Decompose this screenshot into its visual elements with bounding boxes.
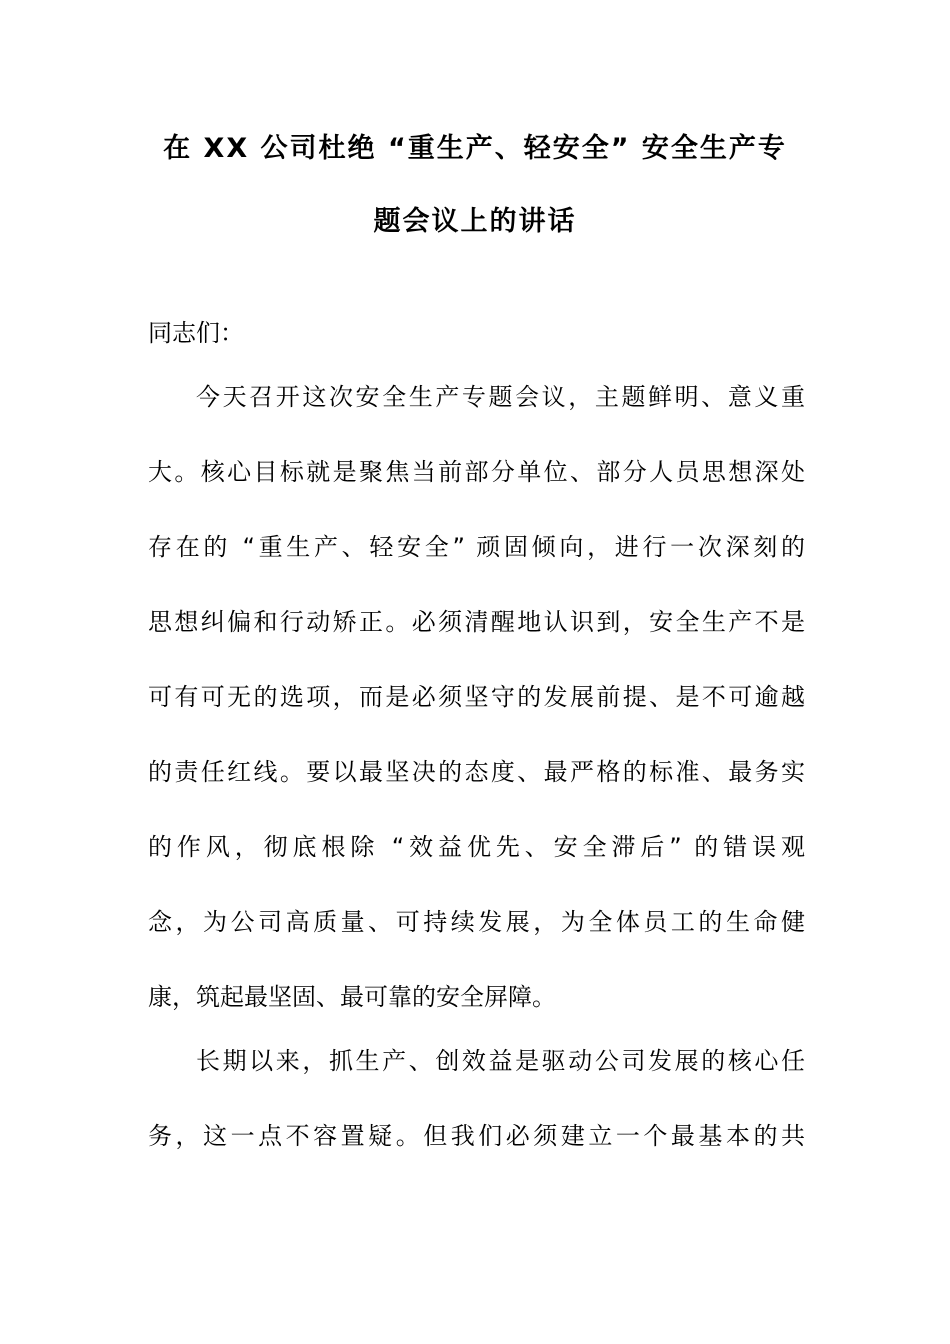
text-line: 大。核心目标就是聚焦当前部分单位、部分人员思想深处: [148, 458, 805, 486]
text-line: 可有可无的选项，而是必须坚守的发展前提、是不可逾越: [148, 683, 805, 711]
text-line: 念，为公司高质量、可持续发展，为全体员工的生命健: [148, 908, 805, 936]
document-title-line-2: 题会议上的讲话: [373, 206, 577, 237]
text-line: 长期以来，抓生产、创效益是驱动公司发展的核心任: [196, 1047, 805, 1075]
document-body: [148, 296, 805, 1174]
text-line: 务，这一点不容置疑。但我们必须建立一个最基本的共: [148, 1122, 805, 1150]
text-line: 康，筑起最坚固、最可靠的安全屏障。: [148, 983, 556, 1011]
text-line: 今天召开这次安全生产专题会议，主题鲜明、意义重: [196, 383, 805, 411]
document-title-line-1: 在 XX 公司杜绝 “重生产、轻安全” 安全生产专: [163, 133, 787, 164]
text-line: 存在的 “重生产、轻安全” 顽固倾向，进行一次深刻的: [148, 533, 805, 561]
salutation: 同志们：: [148, 319, 244, 347]
paragraph-2: [148, 1024, 805, 1174]
paragraph-1: [148, 360, 805, 1035]
text-line: 思想纠偏和行动矫正。必须清醒地认识到，安全生产不是: [148, 608, 805, 636]
text-line: 的作风，彻底根除 “效益优先、安全滞后” 的错误观: [148, 833, 805, 861]
text-line: 的责任红线。要以最坚决的态度、最严格的标准、最务实: [148, 758, 805, 786]
